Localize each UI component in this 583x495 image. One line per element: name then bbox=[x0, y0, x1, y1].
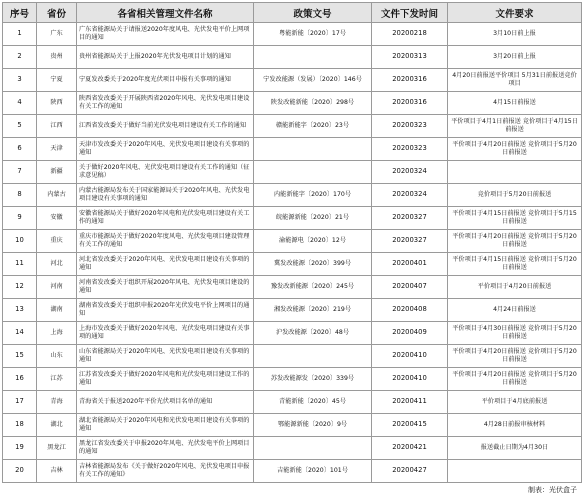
cell-document-title: 吉林省能源局发布《关于做好2020年风电、光伏发电项目申报有关工作的通知》 bbox=[77, 460, 254, 483]
cell-requirement: 平价项目于4月20日前报送 bbox=[448, 276, 582, 299]
cell-index: 1 bbox=[3, 23, 37, 46]
header-row bbox=[3, 3, 582, 23]
cell-requirement: 3月20日前上报 bbox=[448, 46, 582, 69]
cell-requirement: 平价项目于4月底前报送 bbox=[448, 391, 582, 414]
cell-document-title: 天津市发改委关于2020年风电、光伏发电项目建设有关事项的通知 bbox=[77, 138, 254, 161]
cell-document-number: 内能新能字〔2020〕170号 bbox=[254, 184, 372, 207]
cell-index: 4 bbox=[3, 92, 37, 115]
table-row bbox=[3, 46, 582, 69]
table-row bbox=[3, 69, 582, 92]
cell-issue-date: 20200316 bbox=[372, 69, 448, 92]
table-credit: 制表：光伏盒子 bbox=[528, 486, 577, 494]
cell-requirement: 平价项目于4月30日前报送 竞价项目于5月20日前报送 bbox=[448, 322, 582, 345]
cell-issue-date: 20200407 bbox=[372, 276, 448, 299]
table-row bbox=[3, 299, 582, 322]
header-requirement: 文件要求 bbox=[448, 3, 582, 23]
cell-province: 湖南 bbox=[37, 299, 77, 322]
cell-index: 7 bbox=[3, 161, 37, 184]
table-header bbox=[3, 3, 582, 23]
table-row bbox=[3, 460, 582, 483]
cell-requirement: 4月15日前报送 bbox=[448, 92, 582, 115]
cell-requirement: 报送截止日期为4月30日 bbox=[448, 437, 582, 460]
cell-document-title: 江苏省发改委关于做好2020年风电和光伏发电项目建设工作的通知 bbox=[77, 368, 254, 391]
table-row bbox=[3, 253, 582, 276]
cell-requirement: 平价项目于4月15日前报送 竞价项目于5月20日前报送 bbox=[448, 253, 582, 276]
cell-province: 内蒙古 bbox=[37, 184, 77, 207]
cell-requirement: 平价项目于4月1日前报送 竞价项目于4月15日前报送 bbox=[448, 115, 582, 138]
table-row bbox=[3, 368, 582, 391]
table-row bbox=[3, 138, 582, 161]
header-document-title: 各省相关管理文件名称 bbox=[77, 3, 254, 23]
cell-issue-date: 20200408 bbox=[372, 299, 448, 322]
cell-index: 14 bbox=[3, 322, 37, 345]
policy-table bbox=[2, 2, 582, 483]
table-body bbox=[3, 23, 582, 483]
cell-document-title: 河北省发改委关于2020年风电、光伏发电项目建设有关事项的通知 bbox=[77, 253, 254, 276]
cell-document-number bbox=[254, 437, 372, 460]
cell-issue-date: 20200316 bbox=[372, 92, 448, 115]
cell-province: 天津 bbox=[37, 138, 77, 161]
cell-index: 19 bbox=[3, 437, 37, 460]
cell-province: 河北 bbox=[37, 253, 77, 276]
header-document-number: 政策文号 bbox=[254, 3, 372, 23]
cell-index: 15 bbox=[3, 345, 37, 368]
cell-province: 江苏 bbox=[37, 368, 77, 391]
cell-province: 贵州 bbox=[37, 46, 77, 69]
cell-province: 新疆 bbox=[37, 161, 77, 184]
cell-requirement: 3月10日前上报 bbox=[448, 23, 582, 46]
table-row bbox=[3, 391, 582, 414]
cell-issue-date: 20200324 bbox=[372, 161, 448, 184]
cell-requirement: 平价项目于4月20日前报送 竞价项目于5月20日前报送 bbox=[448, 138, 582, 161]
cell-index: 10 bbox=[3, 230, 37, 253]
cell-province: 上海 bbox=[37, 322, 77, 345]
cell-index: 18 bbox=[3, 414, 37, 437]
cell-document-number: 渝能源电〔2020〕12号 bbox=[254, 230, 372, 253]
cell-province: 广东 bbox=[37, 23, 77, 46]
cell-index: 20 bbox=[3, 460, 37, 483]
header-issue-date: 文件下发时间 bbox=[372, 3, 448, 23]
cell-document-title: 内蒙古能源局发布关于国家能源局关于2020年风电、光伏发电项目建设有关事项的通知 bbox=[77, 184, 254, 207]
table-row bbox=[3, 414, 582, 437]
cell-province: 青海 bbox=[37, 391, 77, 414]
cell-index: 9 bbox=[3, 207, 37, 230]
cell-document-number: 陕发改能新能〔2020〕298号 bbox=[254, 92, 372, 115]
cell-requirement: 竞价项目于5月20日前报送 bbox=[448, 184, 582, 207]
cell-province: 安徽 bbox=[37, 207, 77, 230]
cell-document-number: 宁发改能源（发展）〔2020〕146号 bbox=[254, 69, 372, 92]
cell-document-number bbox=[254, 161, 372, 184]
table-row bbox=[3, 345, 582, 368]
cell-province: 黑龙江 bbox=[37, 437, 77, 460]
cell-document-title: 黑龙江省发改委关于申报2020年风电、光伏发电平价上网项目的通知 bbox=[77, 437, 254, 460]
cell-document-number bbox=[254, 46, 372, 69]
table-row bbox=[3, 437, 582, 460]
cell-document-title: 湖北省能源局关于2020年风电和光伏发电项目建设有关事项的通知 bbox=[77, 414, 254, 437]
cell-issue-date: 20200411 bbox=[372, 391, 448, 414]
cell-document-number: 粤能新能〔2020〕17号 bbox=[254, 23, 372, 46]
cell-province: 陕西 bbox=[37, 92, 77, 115]
policy-table-container bbox=[2, 2, 581, 495]
cell-issue-date: 20200313 bbox=[372, 46, 448, 69]
table-row bbox=[3, 92, 582, 115]
cell-issue-date: 20200323 bbox=[372, 138, 448, 161]
cell-document-number bbox=[254, 138, 372, 161]
cell-index: 12 bbox=[3, 276, 37, 299]
cell-index: 2 bbox=[3, 46, 37, 69]
cell-province: 重庆 bbox=[37, 230, 77, 253]
cell-requirement: 平价项目于4月20日前报送 竞价项目于5月20日前报送 bbox=[448, 345, 582, 368]
cell-document-title: 山东省能源局关于2020年风电、光伏发电项目建设有关事项的通知 bbox=[77, 345, 254, 368]
table-row bbox=[3, 276, 582, 299]
cell-document-title: 宁夏发改委关于2020年度光伏项目申报有关事项的通知 bbox=[77, 69, 254, 92]
cell-issue-date: 20200327 bbox=[372, 230, 448, 253]
cell-document-number: 豫发改新能源〔2020〕245号 bbox=[254, 276, 372, 299]
cell-issue-date: 20200415 bbox=[372, 414, 448, 437]
cell-requirement: 平价项目于4月20日前报送 竞价项目于5月20日前报送 bbox=[448, 230, 582, 253]
table-row bbox=[3, 23, 582, 46]
header-index: 序号 bbox=[3, 3, 37, 23]
cell-document-title: 湖南省发改委关于组织申报2020年光伏发电平价上网项目的通知 bbox=[77, 299, 254, 322]
cell-requirement: 平价项目于4月15日前报送 竞价项目于5月15日前报送 bbox=[448, 207, 582, 230]
cell-province: 河南 bbox=[37, 276, 77, 299]
cell-document-title: 关于做好2020年风电、光伏发电项目建设有关工作的通知（征求意见稿） bbox=[77, 161, 254, 184]
cell-document-title: 河南省发改委关于组织开展2020年风电、光伏发电项目建设的通知 bbox=[77, 276, 254, 299]
cell-document-number: 沪发改能源〔2020〕48号 bbox=[254, 322, 372, 345]
cell-document-title: 江西省发改委关于做好当前光伏发电项目建设有关工作的通知 bbox=[77, 115, 254, 138]
cell-requirement: 4月20日前报送平价项目 5月31日前报送竞价项目 bbox=[448, 69, 582, 92]
cell-issue-date: 20200409 bbox=[372, 322, 448, 345]
cell-index: 17 bbox=[3, 391, 37, 414]
cell-requirement bbox=[448, 460, 582, 483]
cell-document-title: 青海省关于报送2020年平价光伏项目名单的通知 bbox=[77, 391, 254, 414]
table-row bbox=[3, 184, 582, 207]
cell-issue-date: 20200324 bbox=[372, 184, 448, 207]
cell-issue-date: 20200410 bbox=[372, 368, 448, 391]
cell-document-number: 吉能新能〔2020〕101号 bbox=[254, 460, 372, 483]
cell-index: 5 bbox=[3, 115, 37, 138]
table-row bbox=[3, 161, 582, 184]
cell-province: 江西 bbox=[37, 115, 77, 138]
table-row bbox=[3, 207, 582, 230]
header-province: 省份 bbox=[37, 3, 77, 23]
table-row bbox=[3, 322, 582, 345]
cell-province: 山东 bbox=[37, 345, 77, 368]
cell-document-title: 贵州省能源局关于上报2020年光伏发电项目计划的通知 bbox=[77, 46, 254, 69]
table-row bbox=[3, 230, 582, 253]
cell-index: 11 bbox=[3, 253, 37, 276]
cell-document-number: 青能新能〔2020〕45号 bbox=[254, 391, 372, 414]
table-row bbox=[3, 115, 582, 138]
cell-document-title: 安徽省能源局关于做好2020年风电和光伏发电项目建设有关工作的通知 bbox=[77, 207, 254, 230]
cell-document-number bbox=[254, 345, 372, 368]
cell-document-title: 广东省能源局关于请报送2020年度风电、光伏发电平价上网项目的通知 bbox=[77, 23, 254, 46]
cell-issue-date: 20200401 bbox=[372, 253, 448, 276]
cell-document-number: 苏发改能源发〔2020〕339号 bbox=[254, 368, 372, 391]
cell-issue-date: 20200410 bbox=[372, 345, 448, 368]
cell-province: 湖北 bbox=[37, 414, 77, 437]
cell-index: 8 bbox=[3, 184, 37, 207]
cell-document-number: 皖能源新能〔2020〕21号 bbox=[254, 207, 372, 230]
cell-issue-date: 20200218 bbox=[372, 23, 448, 46]
cell-index: 6 bbox=[3, 138, 37, 161]
cell-document-number: 赣能新能字〔2020〕23号 bbox=[254, 115, 372, 138]
cell-index: 13 bbox=[3, 299, 37, 322]
cell-document-number: 鄂能源新能〔2020〕9号 bbox=[254, 414, 372, 437]
cell-province: 吉林 bbox=[37, 460, 77, 483]
cell-index: 3 bbox=[3, 69, 37, 92]
cell-province: 宁夏 bbox=[37, 69, 77, 92]
cell-requirement: 4月24日前报送 bbox=[448, 299, 582, 322]
cell-issue-date: 20200323 bbox=[372, 115, 448, 138]
cell-requirement: 平价项目于4月20日前报送 竞价项目于5月20日前报送 bbox=[448, 368, 582, 391]
cell-document-title: 重庆市能源局关于做好2020年度风电、光伏发电项目建设管理有关工作的通知 bbox=[77, 230, 254, 253]
cell-requirement: 4月28日前报审核材料 bbox=[448, 414, 582, 437]
cell-issue-date: 20200421 bbox=[372, 437, 448, 460]
cell-document-title: 上海市发改委关于做好2020年风电、光伏发电项目建设有关事项的通知 bbox=[77, 322, 254, 345]
cell-issue-date: 20200427 bbox=[372, 460, 448, 483]
cell-document-number: 湘发改能源〔2020〕219号 bbox=[254, 299, 372, 322]
cell-index: 16 bbox=[3, 368, 37, 391]
cell-document-number: 冀发改能源〔2020〕399号 bbox=[254, 253, 372, 276]
cell-issue-date: 20200327 bbox=[372, 207, 448, 230]
cell-document-title: 陕西省发改委关于开展陕西省2020年风电、光伏发电项目建设有关工作的通知 bbox=[77, 92, 254, 115]
cell-requirement bbox=[448, 161, 582, 184]
